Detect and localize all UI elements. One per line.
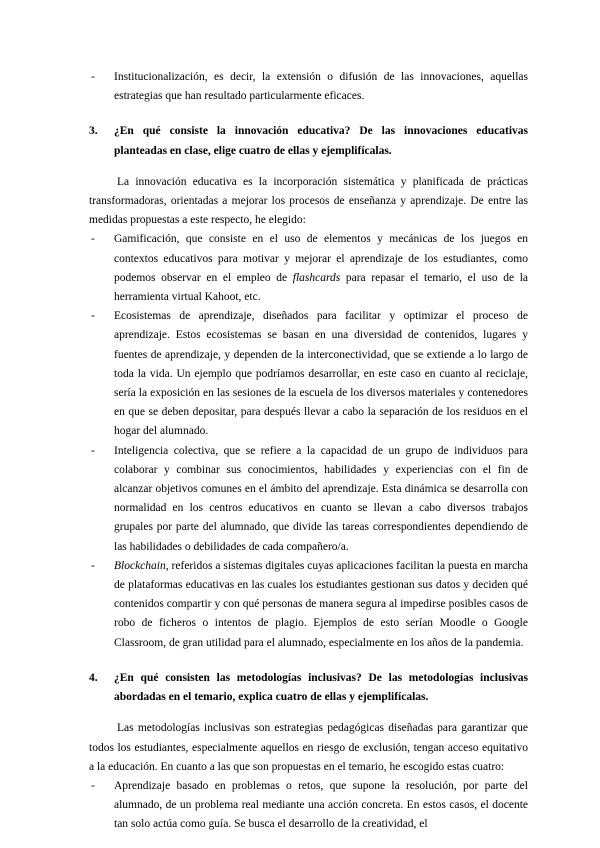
section-3-intro: La innovación educativa es la incorporación sistemática y planificada de prácticas transformadoras, orientadas a mejorar los procesos de enseñanza y aprendizaje. De entre las medidas propuestas a este respecto, he elegido: <box>89 175 528 227</box>
section-4-heading <box>89 669 528 707</box>
section-heading-text: ¿En qué consiste la innovación educativa? De las innovaciones educativas planteadas en clase, elige cuatro de ellas y ejemplifícalas. <box>114 125 528 157</box>
document-body <box>89 68 528 835</box>
list-item: - Blockchain, referidos a sistemas digitales cuyas aplicaciones facilitan la puesta en marcha de plataformas educativas en las cuales los estudiantes gestionan sus datos y deciden qué contenidos compartir y con qué personas de manera segura al impedirse posibles casos de robo de ficheros o intentos de plagio. Ejemplos de esto serían Moodle o Google Classroom, de gran utilidad para el alumnado, especialmente en los años de la pandemia. <box>89 557 528 653</box>
list-item: - Institucionalización, es decir, la extensión o difusión de las innovaciones, aquellas estrategias que han resultado particularmente eficaces. <box>89 68 528 106</box>
list-item: - Gamificación, que consiste en el uso de elementos y mecánicas de los juegos en contextos educativos para motivar y mejorar el aprendizaje de los estudiantes, como podemos observar en el empleo de flashcards para repasar el temario, el uso de la herramienta virtual Kahoot, etc. <box>89 230 528 307</box>
section-4-list <box>89 777 528 835</box>
section-3-list <box>89 230 528 652</box>
list-item: - Inteligencia colectiva, que se refiere a la capacidad de un grupo de individuos para colaborar y combinar sus conocimientos, habilidades y experiencias con el fin de alcanzar objetivos comunes en el ámbito del aprendizaje. Esta dinámica se desarrolla con normalidad en los centros educativos en cuanto se llevan a cabo diversos trabajos grupales por parte del alumnado, que divide las tareas correspondientes dependiendo de las habilidades o debilidades de cada compañero/a. <box>89 442 528 557</box>
section-heading-text: ¿En qué consisten las metodologías inclusivas? De las metodologías inclusivas abordadas en el temario, explica cuatro de ellas y ejemplifícalas. <box>114 671 528 704</box>
section-number: 3. <box>89 125 98 138</box>
list-item: - Ecosistemas de aprendizaje, diseñados para facilitar y optimizar el proceso de aprendizaje. Estos ecosistemas se basan en una diversidad de contenidos, lugares y fuentes de aprendizaje, y dependen de la interconectividad, que se extiende a lo largo de toda la vida. Un ejemplo que podríamos desarrollar, en este caso en cuanto al reciclaje, sería la exposición en las sesiones de la escuela de los diversos materiales y contenedores en que se deben depositar, para después llevar a cabo la separación de los residuos en el hogar del alumnado. <box>89 307 528 441</box>
list-item: - Aprendizaje basado en problemas o retos, que supone la resolución, por parte del alumnado, de un problema real mediante una acción concreta. En estos casos, el docente tan solo actúa como guía. Se busca el desarrollo de la creatividad, el <box>89 777 528 835</box>
section-4-intro: Las metodologías inclusivas son estrategias pedagógicas diseñadas para garantizar que todos los estudiantes, especialmente aquellos en riesgo de exclusión, tengan acceso equitativo a la educación. En cuanto a las que son propuestas en el temario, he escogido estas cuatro: <box>89 722 528 773</box>
section-3-heading <box>89 122 528 160</box>
section-number: 4. <box>89 671 98 684</box>
top-list <box>89 68 528 106</box>
